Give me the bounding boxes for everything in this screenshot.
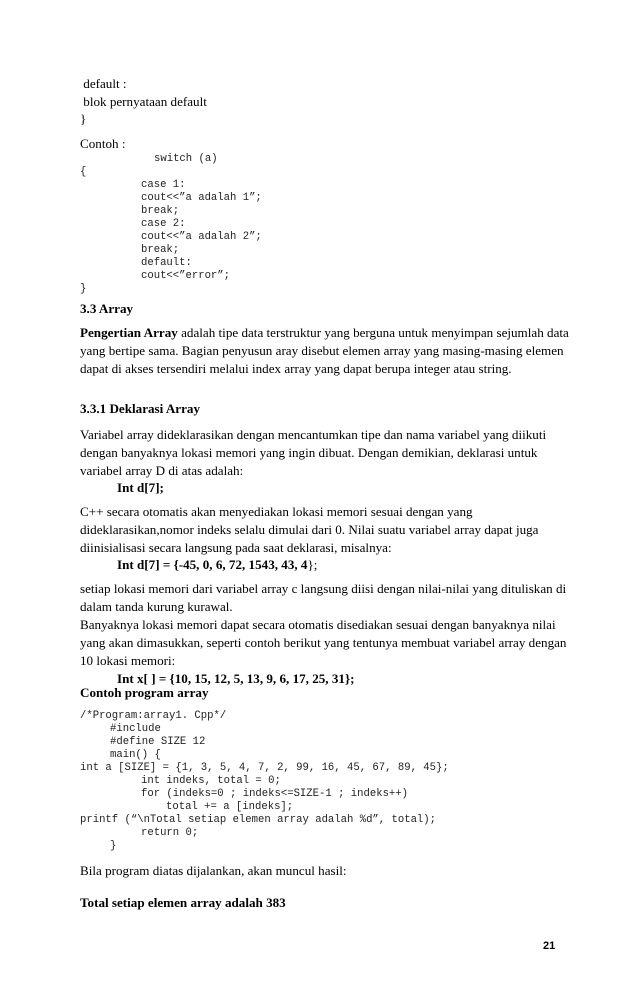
default-label: default : [80, 76, 127, 91]
code-line: switch (a) [154, 153, 218, 165]
code-line: case 1: [141, 179, 186, 191]
code-initialization [117, 558, 317, 571]
subsection-heading: 3.3.1 Deklarasi Array [80, 401, 201, 416]
code-line: for (indeks=0 ; indeks<=SIZE-1 ; indeks++) [141, 788, 409, 800]
close-brace: } [80, 111, 87, 126]
page-number: 21 [543, 940, 556, 952]
code-line: int indeks, total = 0; [141, 775, 281, 787]
code-line: break; [141, 244, 180, 256]
code-line: int a [SIZE] = {1, 3, 5, 4, 7, 2, 99, 16, 45, 67, 89, 45}; [80, 762, 449, 774]
section-heading: 3.3 Array [80, 301, 134, 316]
paragraph-line: 10 lokasi memori: [80, 653, 176, 668]
paragraph-line: Variabel array dideklarasikan dengan mencantumkan tipe dan nama variabel yang diikuti [80, 427, 547, 442]
code-declaration: Int d[7]; [117, 480, 164, 495]
paragraph-line: dapat di akses tersendiri melalui index array yang dapat berupa integer atau string. [80, 361, 512, 376]
code-line: #define SIZE 12 [110, 736, 206, 748]
code-line: { [80, 166, 87, 178]
code-line: break; [141, 205, 180, 217]
program-heading: Contoh program array [80, 685, 209, 700]
code-line: total += a [indeks]; [166, 801, 294, 813]
paragraph-line: dideklarasikan,nomor indeks selalu dimulai dari 0. Nilai suatu variabel array dapat juga [80, 522, 539, 537]
paragraph-line: variabel array D di atas adalah: [80, 463, 244, 478]
term-bold: Pengertian Array [80, 325, 178, 340]
code-line: cout<<”a adalah 1”; [141, 192, 262, 204]
code-line: #include [110, 723, 161, 735]
paragraph-line: diinisialisasi secara langsung pada saat deklarasi, misalnya: [80, 540, 392, 555]
code-declaration: Int x[ ] = {10, 15, 12, 5, 13, 9, 6, 17, 25, 31}; [117, 671, 355, 686]
code-initialization-tail: }; [307, 557, 318, 572]
paragraph-line: dalam tanda kurung kurawal. [80, 599, 233, 614]
paragraph-line: C++ secara otomatis akan menyediakan lokasi memori sesuai dengan yang [80, 504, 473, 519]
code-line: /*Program:array1. Cpp*/ [80, 710, 227, 722]
paragraph-line: Bila program diatas dijalankan, akan muncul hasil: [80, 863, 347, 878]
paragraph-line: yang akan dimasukkan, seperti contoh berikut yang tentunya membuat variabel array dengan [80, 635, 567, 650]
code-line: printf (“\nTotal setiap elemen array adalah %d”, total); [80, 814, 437, 826]
code-line: default: [141, 257, 192, 269]
paragraph-line: dengan banyaknya lokasi memori yang ingin dibuat. Dengan demikian, deklarasi untuk [80, 445, 538, 460]
code-line: cout<<”error”; [141, 270, 231, 282]
code-line: cout<<”a adalah 2”; [141, 231, 262, 243]
default-statement: blok pernyataan default [80, 94, 207, 109]
code-line: main() { [110, 749, 161, 761]
code-initialization-bold: Int d[7] = {-45, 0, 6, 72, 1543, 43, 4 [117, 557, 308, 572]
example-label: Contoh : [80, 136, 126, 151]
code-line: } [80, 283, 87, 295]
paragraph-line: setiap lokasi memori dari variabel array c langsung diisi dengan nilai-nilai yang dituliskan di [80, 581, 567, 596]
paragraph-line: yang bertipe sama. Bagian penyusun aray disebut elemen array yang masing-masing elemen [80, 343, 564, 358]
code-line: return 0; [141, 827, 199, 839]
paragraph-line [80, 326, 569, 339]
paragraph-line: Banyaknya lokasi memori dapat secara otomatis disediakan sesuai dengan banyaknya nilai [80, 617, 556, 632]
code-line: } [110, 840, 117, 852]
program-result: Total setiap elemen array adalah 383 [80, 895, 286, 910]
code-line: case 2: [141, 218, 186, 230]
paragraph-text: adalah tipe data terstruktur yang berguna untuk menyimpan sejumlah data [177, 325, 569, 340]
